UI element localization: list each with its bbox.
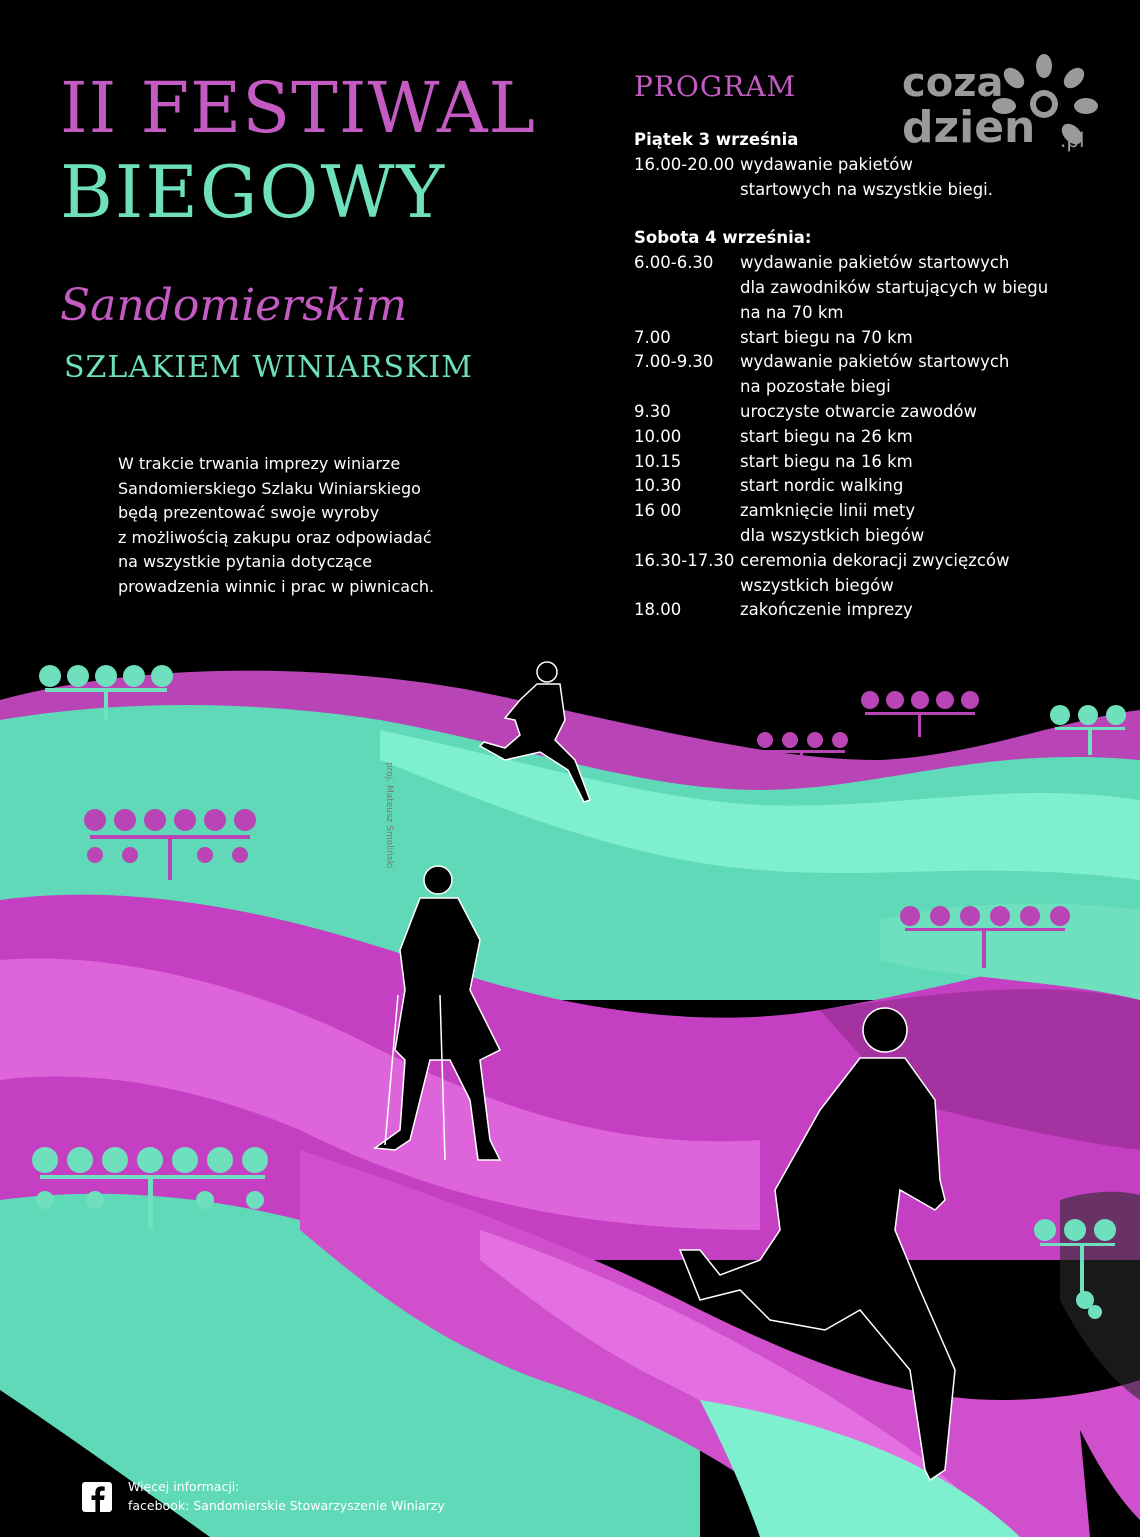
schedule-row xyxy=(634,153,1104,178)
schedule-time: 16.30-17.30 xyxy=(634,550,735,570)
day-label: Sobota 4 września: xyxy=(634,228,812,248)
footer-info xyxy=(128,1477,445,1515)
schedule-row-cont xyxy=(634,301,1104,326)
schedule-desc: ceremonia dekoracji zwycięzców xyxy=(740,550,1010,570)
schedule-row xyxy=(634,350,1104,375)
schedule-desc: start biegu na 70 km xyxy=(740,327,913,347)
schedule-row-cont xyxy=(634,276,1104,301)
description-line: na wszystkie pytania dotyczące xyxy=(118,552,373,571)
footer-line1: Więcej informacji: xyxy=(128,1479,240,1494)
schedule-time: 10.00 xyxy=(634,426,682,446)
schedule-row xyxy=(634,499,1104,524)
schedule-desc: start biegu na 26 km xyxy=(740,426,913,446)
schedule-time: 10.30 xyxy=(634,476,682,496)
program-schedule xyxy=(634,128,1104,623)
schedule-time: 16 00 xyxy=(634,501,682,521)
schedule-desc: wydawanie pakietów startowych xyxy=(740,253,1010,273)
program-heading: PROGRAM xyxy=(634,70,797,103)
schedule-desc: wydawanie pakietów xyxy=(740,154,913,174)
schedule-time: 6.00-6.30 xyxy=(634,253,714,273)
schedule-row-cont xyxy=(634,524,1104,549)
day-label: Piątek 3 września xyxy=(634,130,799,149)
facebook-link[interactable]: facebook: Sandomierskie Stowarzyszenie Winiarzy xyxy=(128,1498,445,1513)
logo-text-line2: dzien xyxy=(902,102,1036,153)
facebook-icon[interactable] xyxy=(82,1482,112,1512)
schedule-time: 18.00 xyxy=(634,600,682,620)
schedule-time: 10.15 xyxy=(634,451,682,471)
festival-title-line2: BIEGOWY xyxy=(60,150,446,234)
schedule-desc: dla zawodników startujących w biegu xyxy=(740,277,1049,297)
description-line: będą prezentować swoje wyroby xyxy=(118,503,380,522)
schedule-row-cont xyxy=(634,375,1104,400)
description-line: W trakcie trwania imprezy winiarze xyxy=(118,454,401,473)
schedule-row xyxy=(634,326,1104,351)
schedule-desc: zakończenie imprezy xyxy=(740,600,913,620)
schedule-row xyxy=(634,425,1104,450)
event-description xyxy=(118,452,508,599)
schedule-row xyxy=(634,598,1104,623)
trail-subtitle: SZLAKIEM WINIARSKIM xyxy=(64,350,473,385)
schedule-desc: na pozostałe biegi xyxy=(740,377,891,397)
schedule-row xyxy=(634,549,1104,574)
festival-title-line1: II FESTIWAL xyxy=(60,67,537,149)
schedule-row-cont xyxy=(634,574,1104,599)
script-subtitle: Sandomierskim xyxy=(60,280,408,331)
schedule-desc: wszystkich biegów xyxy=(740,575,894,595)
schedule-desc: startowych na wszystkie biegi. xyxy=(740,179,994,199)
design-credit: proj. Mateusz Smoliński xyxy=(384,762,394,869)
schedule-row xyxy=(634,450,1104,475)
schedule-desc: uroczyste otwarcie zawodów xyxy=(740,401,978,421)
schedule-time: 7.00-9.30 xyxy=(634,352,714,372)
schedule-time: 9.30 xyxy=(634,401,671,421)
schedule-row xyxy=(634,251,1104,276)
logo-suffix: .pl xyxy=(1060,128,1085,152)
schedule-desc: start nordic walking xyxy=(740,476,904,496)
description-line: prowadzenia winnic i prac w piwnicach. xyxy=(118,576,435,596)
schedule-desc: start biegu na 16 km xyxy=(740,451,913,471)
schedule-desc: na na 70 km xyxy=(740,302,844,322)
schedule-time: 7.00 xyxy=(634,327,671,347)
schedule-row xyxy=(634,400,1104,425)
schedule-row xyxy=(634,474,1104,499)
schedule-row-cont xyxy=(634,178,1104,203)
description-line: Sandomierskiego Szlaku Winiarskiego xyxy=(118,478,421,498)
schedule-time: 16.00-20.00 xyxy=(634,154,735,174)
schedule-desc: wydawanie pakietów startowych xyxy=(740,352,1010,372)
logo-text-line1: coza xyxy=(902,60,1004,106)
description-line: z możliwością zakupu oraz odpowiadać xyxy=(118,527,432,547)
schedule-desc: zamknięcie linii mety xyxy=(740,501,916,521)
schedule-desc: dla wszystkich biegów xyxy=(740,525,925,545)
